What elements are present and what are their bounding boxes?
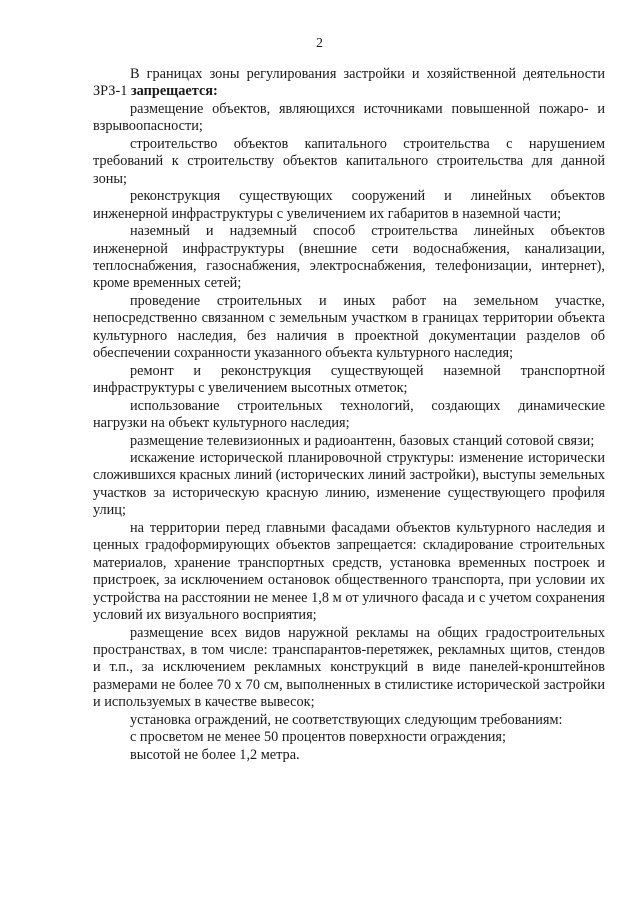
page-number: 2 — [316, 36, 323, 51]
list-item: установка ограждений, не соответствующих следующим требованиям: — [130, 711, 563, 728]
list-item: ремонт и реконструкция существующей наземной транспортной инфраструктуры с увеличением высотных отметок; — [93, 362, 605, 397]
intro-text: В границах зоны регулирования застройки и хозяйственной деятельности ЗРЗ-1 — [93, 66, 605, 100]
document-body — [93, 66, 605, 764]
list-item: размещение объектов, являющихся источниками повышенной пожаро- и взрывоопасности; — [93, 100, 605, 135]
list-item: размещение телевизионных и радиоантенн, базовых станций сотовой связи; — [130, 432, 595, 449]
list-item: использование строительных технологий, создающих динамические нагрузки на объект культурного наследия; — [93, 397, 605, 432]
list-item: с просветом не менее 50 процентов поверхности ограждения; — [130, 729, 506, 746]
list-item: на территории перед главными фасадами объектов культурного наследия и ценных градоформирующих объектов запрещается: складирование строительных материалов, хранение транспортных средств, установка временных построек и пристроек, за исключением остановок общественного транспорта, при условии их устройства на расстоянии не менее 1,8 м от уличного фасада и с учетом сохранения условий их визуального восприятия; — [93, 519, 605, 624]
intro-paragraph — [93, 66, 605, 101]
list-item: проведение строительных и иных работ на земельном участке, непосредственно связанном с земельным участком в границах территории объекта культурного наследия, без наличия в проектной документации разделов об обеспечении сохранности указанного объекта культурного наследия; — [93, 292, 605, 362]
list-item: высотой не более 1,2 метра. — [130, 746, 300, 763]
list-item: искажение исторической планировочной структуры: изменение исторически сложившихся красных линий (исторических линий застройки), выступы земельных участков за историческую красную линию, изменение существующего профиля улиц; — [93, 449, 605, 519]
list-item: наземный и надземный способ строительства линейных объектов инженерной инфраструктуры (внешние сети водоснабжения, канализации, теплоснабжения, газоснабжения, электроснабжения, телефонизации, интернет), кроме временных сетей; — [93, 223, 605, 292]
list-item: размещение всех видов наружной рекламы на общих градостроительных пространствах, в том числе: транспарантов-перетяжек, рекламных щитов, стендов и т.п., за исключением рекламных конструкций в виде панелей-кронштейнов размерами не более 70 х 70 см, выполненных в стилистике исторической застройки и используемых в качестве вывесок; — [93, 624, 605, 711]
list-item: реконструкция существующих сооружений и линейных объектов инженерной инфраструктуры с увеличением их габаритов в наземной части; — [93, 188, 605, 222]
list-item: строительство объектов капитального строительства с нарушением требований к строительству объектов капитального строительства для данной зоны; — [93, 135, 605, 187]
intro-emphasis: запрещается: — [130, 83, 218, 100]
